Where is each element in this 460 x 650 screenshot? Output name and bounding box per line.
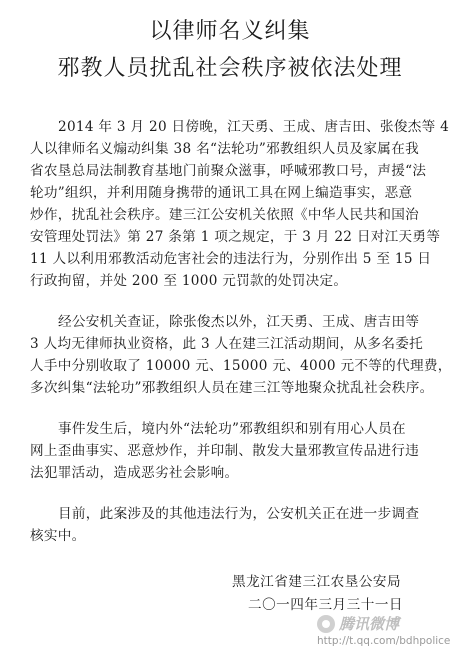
paragraph-line: 人以律师名义煽动纠集 38 名“法轮功”邪教组织人员及家属在我 — [30, 141, 419, 157]
tencent-weibo-logo-icon — [317, 615, 335, 633]
paragraph-line: 人手中分别收取了 10000 元、15000 元、4000 元不等的代理费， — [30, 358, 452, 374]
paragraph-line: 3 人均无律师执业资格，此 3 人在建三江活动期间，从多名委托 — [30, 336, 423, 352]
paragraph-line: 炒作，扰乱社会秩序。建三江公安机关依照《中华人民共和国治 — [30, 207, 420, 223]
paragraph-line: 轮功”组织，并利用随身携带的通讯工具在网上编造事实，恶意 — [30, 185, 413, 201]
document-title-line-2: 邪教人员扰乱社会秩序被依法处理 — [57, 56, 403, 81]
paragraph-line: 多次纠集“法轮功”邪教组织人员在建三江等地聚众扰乱社会秩序。 — [30, 380, 434, 396]
paragraph-line: 法犯罪活动，造成恶劣社会影响。 — [30, 465, 239, 481]
paragraph-line: 核实中。 — [30, 528, 86, 544]
document-title-line-1: 以律师名义纠集 — [149, 19, 311, 44]
paragraph-line: 省农垦总局法制教育基地门前聚众滋事，呼喊邪教口号，声援“法 — [30, 163, 427, 179]
paragraph-line: 网上歪曲事实、恶意炒作，并印制、散发大量邪教宣传品进行违 — [30, 443, 420, 459]
paragraph-line: 事件发生后，境内外“法轮功”邪教组织和别有用心人员在 — [58, 421, 406, 437]
paragraph-line: 安管理处罚法》第 27 条第 1 项之规定，于 3 月 22 日对江天勇等 — [30, 229, 441, 245]
paragraph-line: 11 人以利用邪教活动危害社会的违法行为，分别作出 5 至 15 日 — [30, 251, 432, 267]
weibo-watermark — [317, 613, 457, 649]
paragraph-line: 目前，此案涉及的其他违法行为，公安机关正在进一步调查 — [58, 506, 420, 522]
watermark-brand: 腾讯微博 — [339, 615, 400, 633]
paragraph-line: 经公安机关查证，除张俊杰以外，江天勇、王成、唐吉田等 — [58, 314, 420, 330]
paragraph-line: 行政拘留，并处 200 至 1000 元罚款的处罚决定。 — [30, 273, 348, 289]
watermark-url: http://t.qq.com/bdhpolice — [317, 635, 451, 647]
paragraph-line: 2014 年 3 月 20 日傍晚，江天勇、王成、唐吉田、张俊杰等 4 — [58, 119, 450, 135]
signature-organization: 黑龙江省建三江农垦公安局 — [232, 574, 402, 590]
signature-date: 二〇一四年三月三十一日 — [248, 597, 404, 613]
